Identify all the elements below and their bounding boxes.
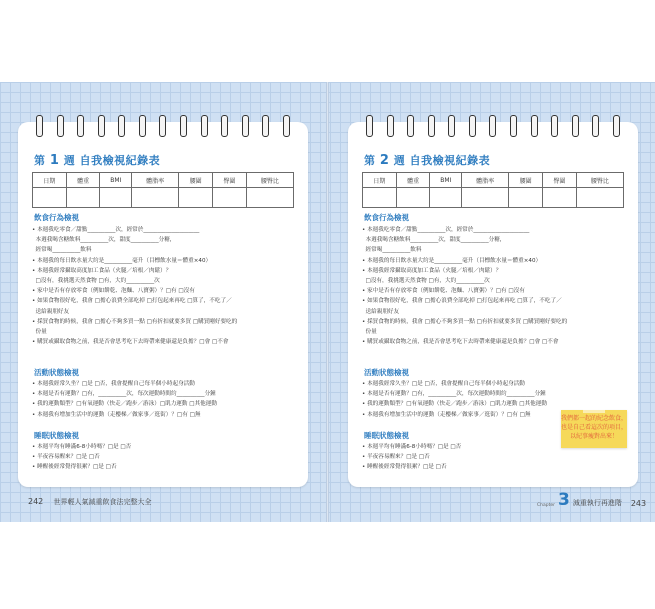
diet-checklist [362,225,628,347]
table-cell[interactable] [363,188,397,208]
list-item: • 本週我經常久坐？□是 □否，我會提醒自己每半個小時起身活動 [362,381,525,387]
list-item: • 我的運動類型？□有氧運動（快走／跑步／游泳）□肌力運動 □其他運動 [32,401,217,408]
table-header: 腰圍 [179,173,213,188]
section-title: 飲食行為檢視 [34,213,79,222]
table-header: 體重 [396,173,430,188]
table-header: 日期 [363,173,397,188]
sticky-note [561,410,627,448]
spiral-ring [531,115,538,137]
list-item: • 本週我有增加生活中的運動（走樓梯／做家事／逛街）？□有 □無 [32,411,201,418]
note-line: 我們都一起的紀念飲食， [561,415,628,422]
week-prefix: 第 [364,154,376,167]
table-cell[interactable] [100,188,132,208]
week-title [34,152,160,168]
week-number: 1 [49,153,60,168]
page-number: 243 [630,499,647,508]
table-cell[interactable] [543,188,577,208]
table-cell[interactable] [33,188,67,208]
table-header: BMI [430,173,462,188]
spiral-ring [36,115,43,137]
list-item: • 我的運動類型？□有氧運動（快走／跑步／游泳）□肌力運動 □其他運動 [362,401,547,408]
chapter-label: Chapter [537,503,555,508]
spiral-ring [201,115,208,137]
list-item: • 採買食物的時候，我會 □擔心不夠多買一點 □有折扣就要多買 □購買剛好要吃的 [32,318,238,325]
list-item: • 家中是否有存放零食（例如餅乾、泡麵、八寶粥）？□有 □沒有 [32,288,195,295]
week-prefix: 第 [34,154,46,167]
list-item: 經常喝__________飲料 [32,247,92,254]
list-item: • 如果食物很好吃，我會 □擔心浪費全部吃掉 □打包起來再吃 □算了，不吃了／ [32,298,232,305]
spiral-ring [592,115,599,137]
spiral-ring [139,115,146,137]
left-footer [28,497,152,507]
spiral-ring [469,115,476,137]
list-item: 份量 [32,329,47,336]
table-cell[interactable] [132,188,179,208]
spiral-ring [180,115,187,137]
spiral-ring [98,115,105,137]
left-spiral-rings [36,115,290,137]
spiral-ring [428,115,435,137]
chapter-title: 減重執行再進階 [572,499,622,507]
spiral-ring [118,115,125,137]
list-item: • 本週平均有睡滿6-8小時嗎？□是 □否 [32,444,132,450]
section-title: 睡眠狀態檢視 [34,431,79,440]
spiral-ring [407,115,414,137]
note-line: 也是自己看這次的項目， [561,424,628,431]
spiral-ring [510,115,517,137]
spiral-ring [77,115,84,137]
week-suffix: 週 自我檢視紀錄表 [63,154,161,167]
list-item: • 本週我吃零食／甜點__________次，經常於____________________ [362,227,530,233]
week-title [364,152,490,168]
table-cell[interactable] [213,188,247,208]
list-item: • 本週我有增加生活中的運動（走樓梯／做家事／逛街）？□有 □無 [362,411,531,418]
spiral-ring [489,115,496,137]
table-cell[interactable] [246,188,293,208]
list-item: • 半夜容易醒來？□是 □否 [32,454,100,461]
table-cell[interactable] [509,188,543,208]
spiral-ring [551,115,558,137]
sticky-note-tape [583,405,605,413]
activity-checklist [32,379,298,420]
list-item: • 半夜容易醒來？□是 □否 [362,454,430,461]
list-item: • 本週我經常攝取高度加工食品（火腿／培根／肉鬆）？ [32,267,172,274]
note-line: 以紀事瘦對出來！ [569,433,618,440]
table-cell[interactable] [462,188,509,208]
right-footer [537,492,646,508]
table-row [33,188,294,208]
table-header: 日期 [33,173,67,188]
left-log-card [18,122,308,487]
list-item: • 購買或攝取食物之前，我是否會思考吃下去時帶來健康還是負擔？□會 □不會 [362,339,559,346]
table-header: 腰臀比 [246,173,293,188]
table-cell[interactable] [66,188,100,208]
table-header-row [33,173,294,188]
list-item: □沒有，我挑選天然食物 □有，大約__________次 [362,278,490,285]
list-item: • 本週是否有運動？□有，__________次，每次運動時間約__________分鐘 [362,391,546,398]
spiral-ring [57,115,64,137]
list-item: 送給親朋好友 [362,308,400,315]
table-header: 腰臀比 [576,173,623,188]
spiral-ring [242,115,249,137]
chapter-number: 3 [558,490,570,510]
list-item: • 睡醒後經常覺得很累？□是 □否 [32,464,117,471]
spiral-ring [283,115,290,137]
measurement-table [362,172,624,208]
table-header: 體重 [66,173,100,188]
table-header-row [363,173,624,188]
week-suffix: 週 自我檢視紀錄表 [393,154,491,167]
table-cell[interactable] [396,188,430,208]
table-header: 體脂率 [132,173,179,188]
table-cell[interactable] [179,188,213,208]
list-item: 經常喝__________飲料 [362,247,422,254]
spiral-ring [221,115,228,137]
list-item: • 本週我吃零食／甜點__________次，經常於____________________ [32,227,200,233]
right-spiral-rings [366,115,620,137]
list-item: • 家中是否有存放零食（例如餅乾、泡麵、八寶粥）？□有 □沒有 [362,288,525,295]
diet-checklist [32,225,298,347]
spiral-ring [159,115,166,137]
measurement-table [32,172,294,208]
book-title: 世界輕人氣減重飲食法完整大全 [53,498,152,506]
section-title: 飲食行為檢視 [364,213,409,222]
list-item: • 本週我經常久坐？□是 □否，我會提醒自己每半個小時起身活動 [32,381,195,387]
week-number: 2 [379,153,390,168]
section-title: 活動狀態檢視 [364,368,409,377]
list-item: • 購買或攝取食物之前，我是否會思考吃下去時帶來健康還是負擔？□會 □不會 [32,339,229,346]
list-item: • 本週我的每日飲水量大約是__________毫升（目標飲水量＝體重×40） [362,257,542,264]
table-cell[interactable] [430,188,462,208]
page-gutter [326,82,329,522]
spiral-ring [613,115,620,137]
spiral-ring [262,115,269,137]
list-item: □沒有，我挑選天然食物 □有，大約__________次 [32,278,160,285]
table-header: 臀圍 [543,173,577,188]
section-title: 睡眠狀態檢視 [364,431,409,440]
page-number: 242 [28,497,44,506]
table-header: BMI [100,173,132,188]
table-row [363,188,624,208]
table-header: 體脂率 [462,173,509,188]
spiral-ring [448,115,455,137]
list-item: 本週我喝含糖飲料__________次，甜度__________分糖， [362,237,506,244]
list-item: • 採買食物的時候，我會 □擔心不夠多買一點 □有折扣就要多買 □購買剛好要吃的 [362,318,568,325]
list-item: • 本週我經常攝取高度加工食品（火腿／培根／肉鬆）？ [362,267,502,274]
list-item: 份量 [362,329,377,336]
list-item: • 睡醒後經常覺得很累？□是 □否 [362,464,447,471]
sleep-checklist [32,442,298,473]
section-title: 活動狀態檢視 [34,368,79,377]
table-header: 腰圍 [509,173,543,188]
list-item: • 本週是否有運動？□有，__________次，每次運動時間約__________分鐘 [32,391,216,398]
table-cell[interactable] [576,188,623,208]
spiral-ring [366,115,373,137]
list-item: 本週我喝含糖飲料__________次，甜度__________分糖， [32,237,176,244]
list-item: • 如果食物很好吃，我會 □擔心浪費全部吃掉 □打包起來再吃 □算了，不吃了／ [362,298,562,305]
table-header: 臀圍 [213,173,247,188]
list-item: • 本週我的每日飲水量大約是__________毫升（目標飲水量＝體重×40） [32,257,212,264]
spiral-ring [387,115,394,137]
list-item: 送給親朋好友 [32,308,70,315]
spiral-ring [572,115,579,137]
list-item: • 本週平均有睡滿6-8小時嗎？□是 □否 [362,444,462,450]
